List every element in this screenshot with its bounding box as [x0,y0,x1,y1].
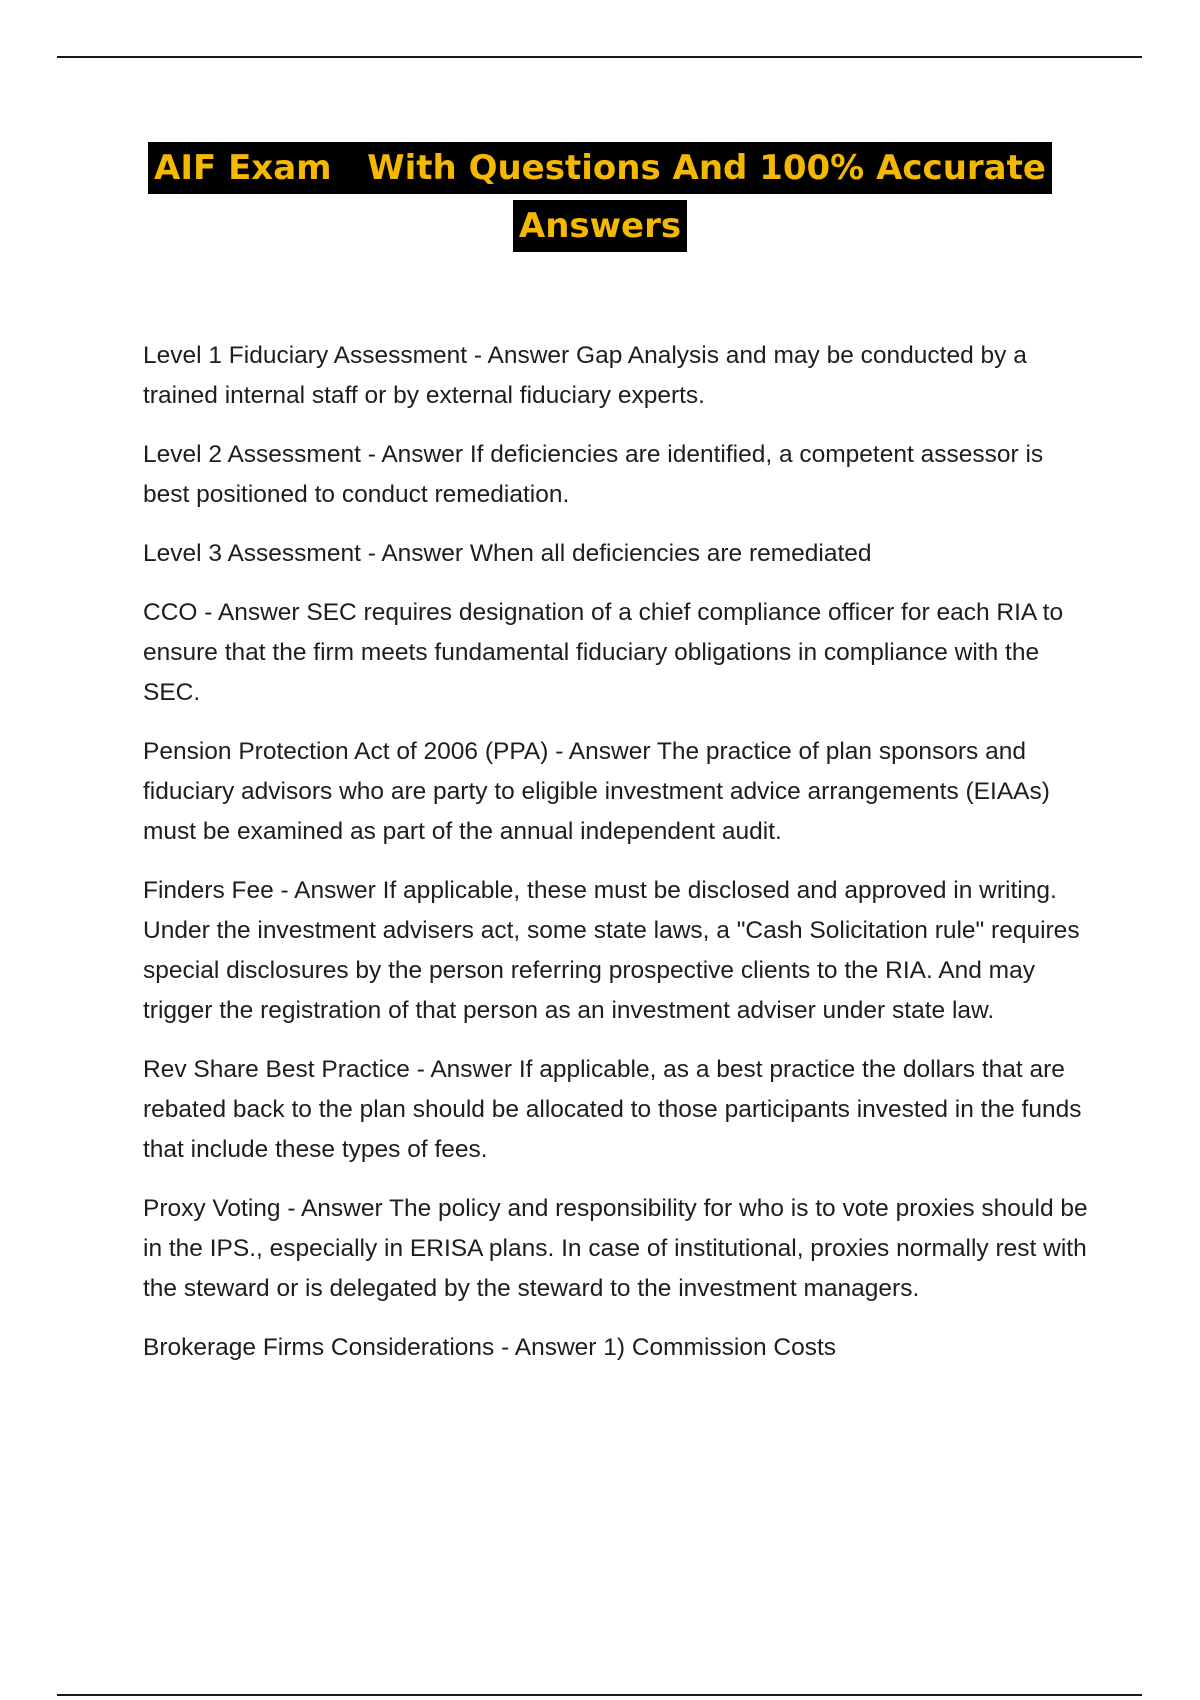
top-rule [57,56,1142,58]
qa-entry-ppa: Pension Protection Act of 2006 (PPA) - Answer The practice of plan sponsors and fiduciary advisors who are party to eligible investment advice arrangements (EIAAs) must be examined as part of the annual independent audit. [143,738,1050,845]
qa-entry-level-2: Level 2 Assessment - Answer If deficiencies are identified, a competent assessor is best positioned to conduct remediation. [143,441,1044,508]
qa-entry-level-3: Level 3 Assessment - Answer When all deficiencies are remediated [143,540,872,567]
qa-entry-finders-fee: Finders Fee - Answer If applicable, these must be disclosed and approved in writing. Under the investment advisers act, some state laws, a "Cash Solicitation rule" requires special disclosures by the person referring prospective clients to the RIA. And may trigger the registration of that person as an investment adviser under state law. [143,877,1080,1024]
title-line-2: Answers [513,200,687,252]
qa-entry-brokerage: Brokerage Firms Considerations - Answer 1) Commission Costs [143,1334,837,1361]
title-line-1: AIF Exam With Questions And 100% Accurate [148,142,1052,194]
qa-entry-rev-share: Rev Share Best Practice - Answer If applicable, as a best practice the dollars that are rebated back to the plan should be allocated to those participants invested in the funds that include these types of fees. [143,1056,1082,1163]
qa-entry-cco: CCO - Answer SEC requires designation of a chief compliance officer for each RIA to ensure that the firm meets fundamental fiduciary obligations in compliance with the SEC. [143,599,1064,706]
document-title [100,142,1100,258]
bottom-rule [57,1694,1142,1696]
qa-entry-level-1: Level 1 Fiduciary Assessment - Answer Gap Analysis and may be conducted by a trained internal staff or by external fiduciary experts. [143,342,1027,409]
qa-entry-proxy-voting: Proxy Voting - Answer The policy and responsibility for who is to vote proxies should be in the IPS., especially in ERISA plans. In case of institutional, proxies normally rest with the steward or is delegated by the steward to the investment managers. [143,1195,1088,1302]
qa-list [143,336,1093,1387]
